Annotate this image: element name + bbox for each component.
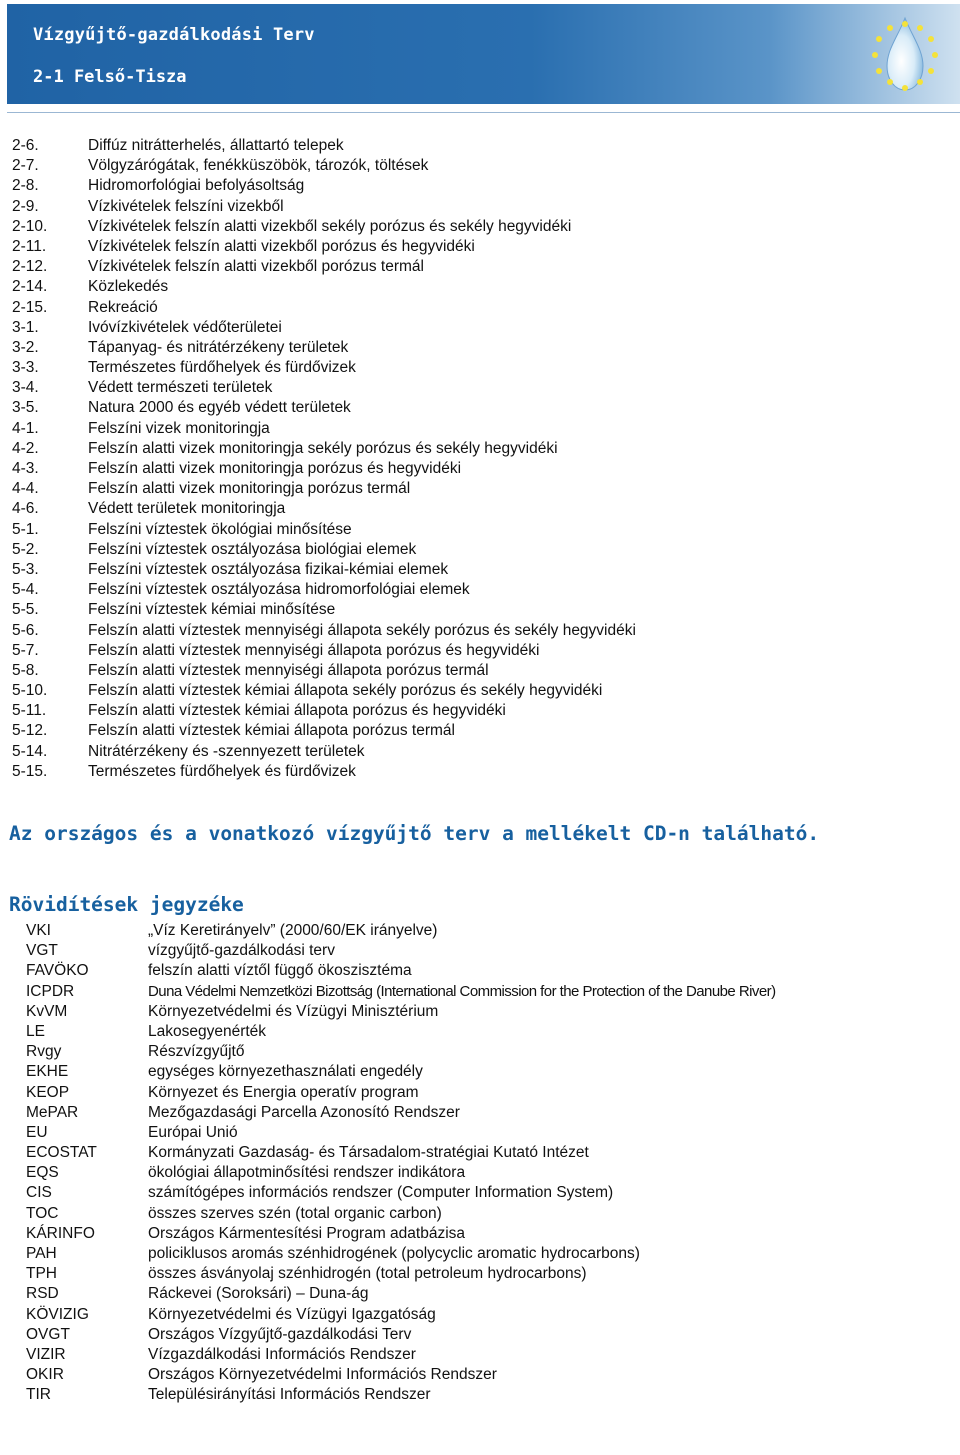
- abbreviation-definition: egységes környezethasználati engedély: [148, 1063, 423, 1081]
- abbreviation-key: MePAR: [26, 1103, 79, 1121]
- list-item-text: Nitrátérzékeny és -szennyezett területek: [88, 742, 365, 760]
- abbreviation-key: KÁRINFO: [26, 1224, 95, 1242]
- list-item-code: 5-4.: [12, 581, 39, 599]
- list-item-text: Tápanyag- és nitrátérzékeny területek: [88, 338, 349, 356]
- abbreviation-definition: Lakosegyenérték: [148, 1022, 267, 1040]
- abbreviation-key: EKHE: [26, 1063, 69, 1081]
- list-item-text: Felszín alatti vizek monitoringja porózus termál: [88, 480, 411, 498]
- list-item: [12, 439, 636, 459]
- list-item: [12, 742, 636, 762]
- list-item: [12, 197, 636, 217]
- list-item-text: Felszíni víztestek osztályozása hidromorfológiai elemek: [88, 581, 470, 599]
- abbreviation-definition: Kormányzati Gazdaság- és Társadalom-stratégiai Kutató Intézet: [148, 1144, 589, 1162]
- list-item-text: Ivóvízkivételek védőterületei: [88, 318, 282, 336]
- abbreviation-row: [26, 1163, 776, 1183]
- abbreviation-key: ICPDR: [26, 982, 75, 1000]
- abbreviation-definition: számítógépes információs rendszer (Computer Information System): [148, 1184, 614, 1202]
- list-item-code: 5-5.: [12, 601, 39, 619]
- list-item: [12, 176, 636, 196]
- list-item: [12, 358, 636, 378]
- list-item: [12, 701, 636, 721]
- list-item: [12, 156, 636, 176]
- list-item-code: 2-8.: [12, 177, 39, 195]
- abbreviation-key: TPH: [26, 1265, 57, 1283]
- list-item: [12, 419, 636, 439]
- document-title: Vízgyűjtő-gazdálkodási Terv: [33, 25, 315, 45]
- list-item-code: 5-15.: [12, 762, 48, 780]
- list-item-text: Natura 2000 és egyéb védett területek: [88, 399, 351, 417]
- list-item-text: Felszíni vizek monitoringja: [88, 419, 270, 437]
- list-item-text: Felszíni víztestek ökológiai minősítése: [88, 520, 352, 538]
- abbreviation-definition: Európai Unió: [148, 1123, 238, 1141]
- list-item-code: 2-14.: [12, 278, 48, 296]
- abbreviation-row: [26, 1305, 776, 1325]
- list-item-text: Felszíni víztestek osztályozása fizikai-kémiai elemek: [88, 560, 449, 578]
- list-item-text: Védett területek monitoringja: [88, 500, 286, 518]
- list-item-code: 5-12.: [12, 722, 48, 740]
- list-item-text: Természetes fürdőhelyek és fürdővizek: [88, 359, 356, 377]
- list-item-text: Felszín alatti víztestek mennyiségi állapota porózus és hegyvidéki: [88, 641, 540, 659]
- list-item: [12, 661, 636, 681]
- abbreviation-row: [26, 921, 776, 941]
- list-item-code: 2-10.: [12, 217, 48, 235]
- abbreviation-row: [26, 982, 776, 1002]
- list-item: [12, 338, 636, 358]
- abbreviation-row: [26, 1204, 776, 1224]
- abbreviation-row: [26, 1264, 776, 1284]
- abbreviation-row: [26, 1284, 776, 1304]
- abbreviation-row: [26, 1123, 776, 1143]
- list-item: [12, 499, 636, 519]
- abbreviation-definition: Mezőgazdasági Parcella Azonosító Rendszer: [148, 1103, 460, 1121]
- list-item-code: 4-3.: [12, 460, 39, 477]
- list-item-text: Felszín alatti víztestek mennyiségi állapota porózus termál: [88, 661, 489, 679]
- abbreviations-heading: Rövidítések jegyzéke: [9, 893, 244, 916]
- water-drop-eu-stars-logo-icon: [857, 10, 953, 102]
- list-item: [12, 681, 636, 701]
- list-item-code: 5-1.: [12, 520, 39, 538]
- abbreviation-row: [26, 1103, 776, 1123]
- list-item-code: 3-2.: [12, 338, 39, 356]
- list-item-code: 5-6.: [12, 621, 39, 639]
- abbreviation-row: [26, 1244, 776, 1264]
- list-item-text: Felszín alatti víztestek kémiai állapota porózus termál: [88, 722, 455, 740]
- abbreviation-key: TOC: [26, 1204, 59, 1222]
- list-item: [12, 136, 636, 156]
- list-item-code: 3-1.: [12, 318, 39, 336]
- list-item-code: 5-11.: [12, 702, 47, 720]
- list-item-code: 5-8.: [12, 661, 39, 679]
- abbreviation-definition: „Víz Keretirányelv” (2000/60/EK irányelve): [148, 922, 438, 939]
- list-item-code: 3-4.: [12, 379, 39, 397]
- abbreviation-definition: Környezet és Energia operatív program: [148, 1083, 419, 1101]
- abbreviation-definition: Ráckevei (Soroksári) – Duna-ág: [148, 1285, 369, 1303]
- abbreviation-definition: vízgyűjtő-gazdálkodási terv: [148, 942, 335, 960]
- abbreviation-definition: Duna Védelmi Nemzetközi Bizottság (International Commission for the Protection of the Danube River): [148, 982, 776, 1000]
- list-item: [12, 217, 636, 237]
- abbreviation-row: [26, 1002, 776, 1022]
- abbreviation-key: Rvgy: [26, 1043, 62, 1061]
- list-item-text: Vízkivételek felszín alatti vizekből porózus termál: [88, 258, 424, 276]
- document-header: [7, 4, 960, 104]
- list-item-code: 2-9.: [12, 197, 39, 215]
- list-item: [12, 580, 636, 600]
- list-item: [12, 298, 636, 318]
- list-item-text: Felszín alatti vizek monitoringja sekély porózus és sekély hegyvidéki: [88, 439, 558, 457]
- list-item-code: 2-11.: [12, 237, 47, 255]
- list-item-code: 3-3.: [12, 359, 39, 377]
- abbreviation-key: FAVÖKO: [26, 962, 89, 980]
- abbreviation-key: ECOSTAT: [26, 1144, 97, 1162]
- abbreviation-definition: Településirányítási Információs Rendszer: [148, 1386, 431, 1404]
- list-item-code: 4-6.: [12, 500, 39, 518]
- abbreviation-row: [26, 1022, 776, 1042]
- list-item: [12, 621, 636, 641]
- abbreviation-row: [26, 1325, 776, 1345]
- list-item: [12, 540, 636, 560]
- abbreviation-key: KvVM: [26, 1002, 68, 1020]
- list-item: [12, 378, 636, 398]
- abbreviation-row: [26, 1083, 776, 1103]
- abbreviation-row: [26, 1385, 776, 1405]
- abbreviation-definition: Országos Kármentesítési Program adatbázisa: [148, 1224, 466, 1242]
- list-item-code: 4-2.: [12, 439, 39, 457]
- list-item: [12, 398, 636, 418]
- abbreviation-row: [26, 1042, 776, 1062]
- list-item-text: Vízkivételek felszín alatti vizekből sekély porózus és sekély hegyvidéki: [88, 217, 572, 235]
- abbreviations-list: [26, 921, 776, 1406]
- list-item: [12, 318, 636, 338]
- abbreviation-key: RSD: [26, 1285, 59, 1303]
- abbreviation-definition: Környezetvédelmi és Vízügyi Igazgatóság: [148, 1305, 436, 1323]
- list-item-code: 2-6.: [12, 137, 39, 154]
- list-item-text: Vízkivételek felszín alatti vizekből porózus és hegyvidéki: [88, 237, 475, 255]
- list-item-code: 2-12.: [12, 258, 48, 276]
- list-item-code: 2-7.: [12, 157, 39, 175]
- list-item-code: 5-14.: [12, 742, 48, 760]
- list-item-text: Felszín alatti víztestek kémiai állapota porózus és hegyvidéki: [88, 702, 506, 720]
- list-item: [12, 600, 636, 620]
- abbreviation-definition: policiklusos aromás szénhidrogének (polycyclic aromatic hydrocarbons): [148, 1245, 640, 1262]
- abbreviation-row: [26, 1183, 776, 1203]
- document-subtitle: 2-1 Felső-Tisza: [33, 67, 187, 87]
- map-list: [12, 136, 636, 782]
- list-item: [12, 277, 636, 297]
- list-item-text: Diffúz nitrátterhelés, állattartó telepek: [88, 137, 344, 154]
- abbreviation-key: OKIR: [26, 1366, 64, 1384]
- abbreviation-definition: Környezetvédelmi és Vízügyi Minisztérium: [148, 1002, 439, 1020]
- list-item: [12, 762, 636, 782]
- abbreviation-key: TIR: [26, 1386, 51, 1404]
- list-item-code: 3-5.: [12, 399, 39, 417]
- list-item: [12, 520, 636, 540]
- list-item-code: 5-3.: [12, 560, 39, 578]
- abbreviation-key: KÖVIZIG: [26, 1305, 89, 1323]
- list-item-text: Felszín alatti víztestek kémiai állapota sekély porózus és sekély hegyvidéki: [88, 682, 603, 700]
- abbreviation-key: VKI: [26, 922, 51, 939]
- abbreviation-row: [26, 961, 776, 981]
- abbreviation-definition: Részvízgyűjtő: [148, 1043, 245, 1061]
- list-item-code: 5-10.: [12, 682, 48, 700]
- abbreviation-key: OVGT: [26, 1325, 70, 1343]
- abbreviation-key: LE: [26, 1022, 45, 1040]
- abbreviation-key: EU: [26, 1123, 48, 1141]
- list-item-text: Felszín alatti vizek monitoringja porózus és hegyvidéki: [88, 460, 462, 477]
- list-item-code: 4-1.: [12, 419, 39, 437]
- abbreviation-key: VIZIR: [26, 1345, 66, 1363]
- list-item-text: Védett természeti területek: [88, 379, 273, 397]
- abbreviation-row: [26, 941, 776, 961]
- abbreviation-definition: ökológiai állapotminősítési rendszer indikátora: [148, 1164, 466, 1182]
- list-item-text: Rekreáció: [88, 298, 158, 316]
- list-item-text: Völgyzárógátak, fenékküszöbök, tározók, töltések: [88, 157, 429, 175]
- abbreviation-key: VGT: [26, 942, 58, 960]
- cd-note: Az országos és a vonatkozó vízgyűjtő terv a mellékelt CD-n található.: [9, 822, 820, 845]
- list-item-text: Felszíni víztestek kémiai minősítése: [88, 601, 336, 619]
- list-item: [12, 721, 636, 741]
- abbreviation-row: [26, 1143, 776, 1163]
- abbreviation-key: CIS: [26, 1184, 52, 1202]
- abbreviation-row: [26, 1345, 776, 1365]
- abbreviation-definition: felszín alatti víztől függő ökoszisztéma: [148, 962, 412, 980]
- list-item-text: Hidromorfológiai befolyásoltság: [88, 177, 305, 195]
- list-item-text: Felszíni víztestek osztályozása biológiai elemek: [88, 540, 417, 558]
- list-item: [12, 641, 636, 661]
- abbreviation-row: [26, 1062, 776, 1082]
- abbreviation-definition: Országos Környezetvédelmi Információs Rendszer: [148, 1366, 497, 1384]
- list-item-text: Természetes fürdőhelyek és fürdővizek: [88, 762, 356, 780]
- abbreviation-definition: összes szerves szén (total organic carbon): [148, 1204, 442, 1222]
- abbreviation-key: EQS: [26, 1164, 59, 1182]
- abbreviation-row: [26, 1365, 776, 1385]
- abbreviation-key: PAH: [26, 1245, 57, 1262]
- abbreviation-definition: Országos Vízgyűjtő-gazdálkodási Terv: [148, 1325, 412, 1343]
- header-divider: [7, 112, 960, 113]
- list-item-text: Közlekedés: [88, 278, 169, 296]
- abbreviation-definition: Vízgazdálkodási Információs Rendszer: [148, 1345, 416, 1363]
- list-item: [12, 237, 636, 257]
- list-item-code: 5-7.: [12, 641, 39, 659]
- list-item-text: Felszín alatti víztestek mennyiségi állapota sekély porózus és sekély hegyvidéki: [88, 621, 636, 639]
- list-item-code: 2-15.: [12, 298, 48, 316]
- list-item: [12, 459, 636, 479]
- list-item-text: Vízkivételek felszíni vizekből: [88, 197, 284, 215]
- list-item: [12, 560, 636, 580]
- abbreviation-row: [26, 1224, 776, 1244]
- list-item-code: 4-4.: [12, 480, 39, 498]
- list-item: [12, 479, 636, 499]
- abbreviation-definition: összes ásványolaj szénhidrogén (total petroleum hydrocarbons): [148, 1265, 587, 1283]
- abbreviation-key: KEOP: [26, 1083, 70, 1101]
- list-item: [12, 257, 636, 277]
- list-item-code: 5-2.: [12, 540, 39, 558]
